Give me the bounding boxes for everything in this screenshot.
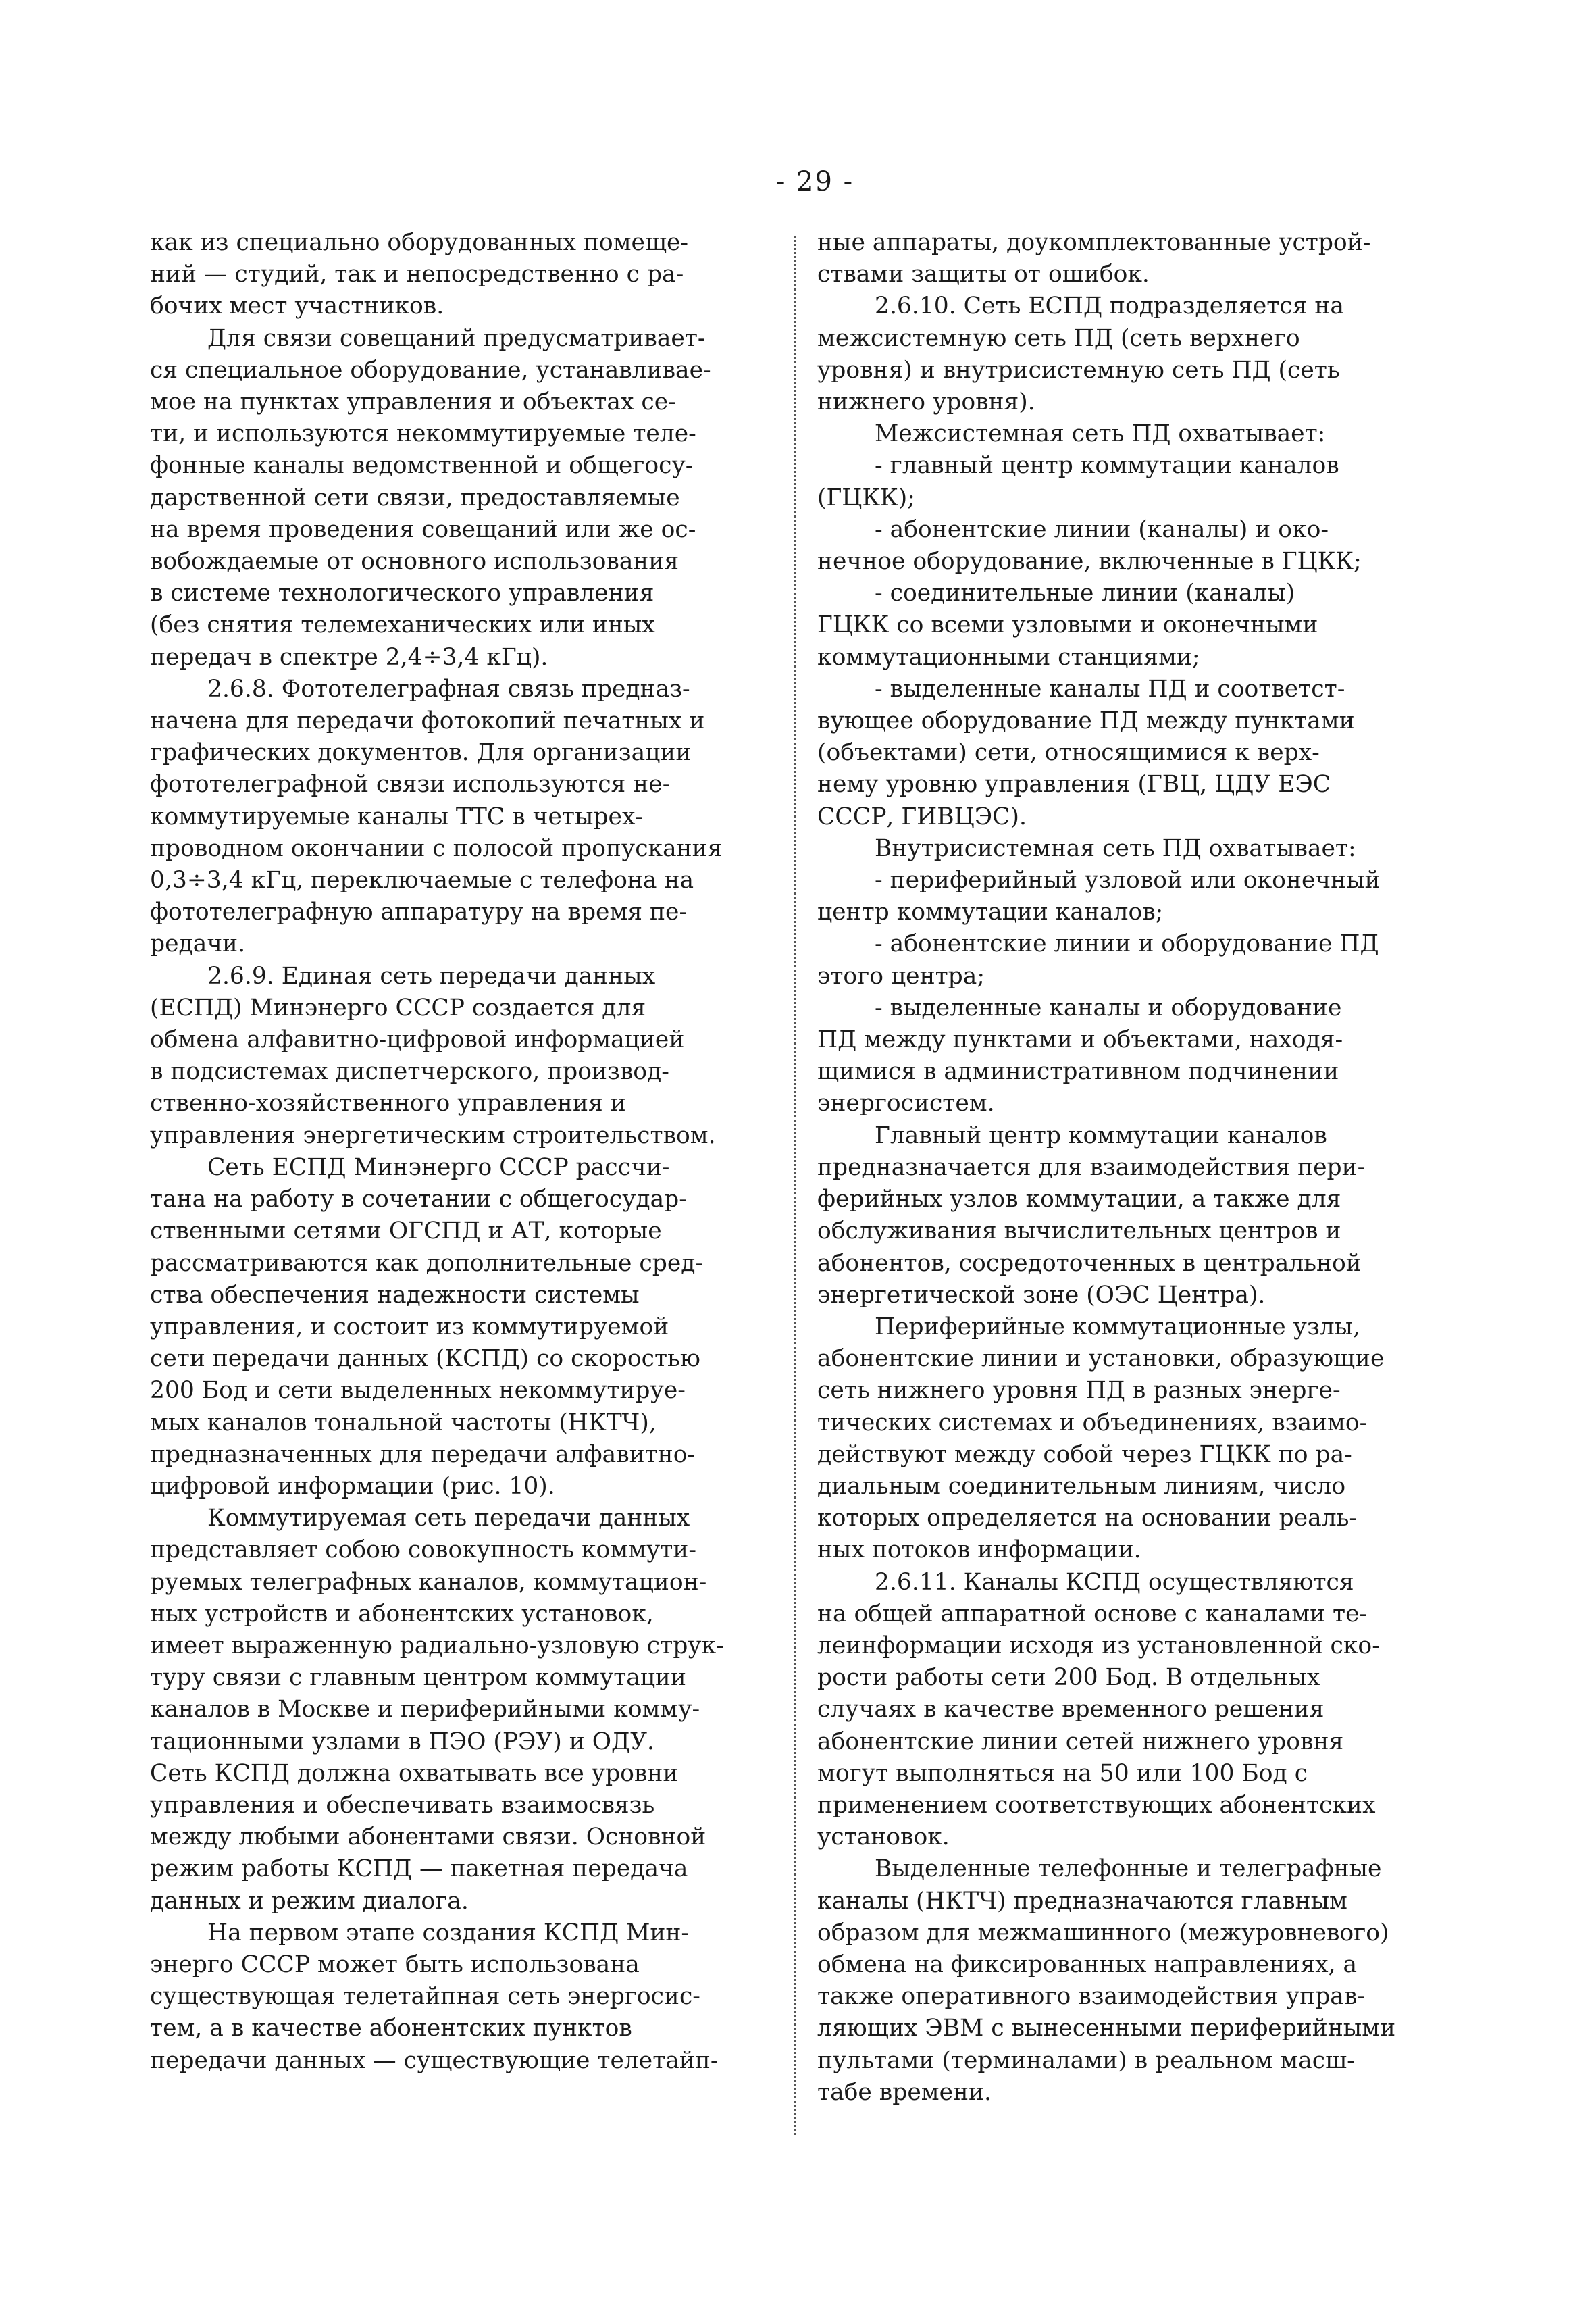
text-line: СССР, ГИВЦЭС). xyxy=(817,803,1027,830)
text-line: Сеть ЕСПД Минэнерго СССР рассчи- xyxy=(207,1153,670,1181)
text-line: графических документов. Для организации xyxy=(150,739,692,767)
text-line: абонентские линии сетей нижнего уровня xyxy=(817,1728,1344,1755)
text-line: На первом этапе создания КСПД Мин- xyxy=(207,1919,690,1946)
text-line: действуют между собой через ГЦКК по ра- xyxy=(817,1440,1352,1468)
text-line: (без снятия телемеханических или иных xyxy=(150,611,655,639)
text-line: на общей аппаратной основе с каналами те- xyxy=(817,1600,1368,1628)
text-line: предназначается для взаимодействия пери- xyxy=(817,1153,1366,1181)
text-line: цифровой информации (рис. 10). xyxy=(150,1472,555,1500)
text-line: управления энергетическим строительством. xyxy=(150,1122,716,1149)
text-line: - главный центр коммутации каналов xyxy=(875,452,1339,480)
text-line: начена для передачи фотокопий печатных и xyxy=(150,707,705,735)
text-line: случаях в качестве временного решения xyxy=(817,1696,1324,1724)
text-line: ти, и используются некоммутируемые теле- xyxy=(150,420,696,448)
text-line: обслуживания вычислительных центров и xyxy=(817,1217,1341,1245)
text-line: нечное оборудование, включенные в ГЦКК; xyxy=(817,548,1362,576)
page-number: - 29 - xyxy=(775,166,854,197)
text-line: руемых телеграфных каналов, коммутацион- xyxy=(150,1568,707,1596)
text-line: вующее оборудование ПД между пунктами xyxy=(817,707,1355,735)
text-line: представляет собою совокупность коммути- xyxy=(150,1536,697,1564)
text-line: рассматриваются как дополнительные сред- xyxy=(150,1249,704,1277)
text-line: каналы (НКТЧ) предназначаются главным xyxy=(817,1887,1347,1915)
text-line: - абонентские линии (каналы) и око- xyxy=(875,515,1329,543)
text-line: диальным соединительным линиям, число xyxy=(817,1472,1346,1500)
text-line: 200 Бод и сети выделенных некоммутируе- xyxy=(150,1377,686,1405)
text-line: ственно-хозяйственного управления и xyxy=(150,1090,626,1117)
text-line: режим работы КСПД — пакетная передача xyxy=(150,1855,688,1883)
text-line: ний — студий, так и непосредственно с ра- xyxy=(150,261,684,288)
text-line: между любыми абонентами связи. Основной xyxy=(150,1823,706,1851)
text-line: ственными сетями ОГСПД и АТ, которые xyxy=(150,1217,662,1245)
text-line: табе времени. xyxy=(817,2078,992,2106)
text-line: уровня) и внутрисистемную сеть ПД (сеть xyxy=(817,356,1340,384)
text-line: мых каналов тональной частоты (НКТЧ), xyxy=(150,1409,657,1436)
text-line: тических системах и объединениях, взаимо- xyxy=(817,1409,1368,1436)
text-line: - периферийный узловой или оконечный xyxy=(875,867,1381,895)
text-line: этого центра; xyxy=(817,962,985,990)
text-line: пультами (терминалами) в реальном масш- xyxy=(817,2046,1355,2074)
text-line: Для связи совещаний предусматривает- xyxy=(207,324,706,352)
text-line: бочих мест участников. xyxy=(150,293,444,320)
text-line: туру связи с главным центром коммутации xyxy=(150,1664,687,1692)
text-line: (ГЦКК); xyxy=(817,484,915,511)
text-line: ных устройств и абонентских установок, xyxy=(150,1600,654,1628)
text-line: существующая телетайпная сеть энергосис- xyxy=(150,1983,700,2011)
text-line: вобождаемые от основного использования xyxy=(150,548,679,576)
text-line: мое на пунктах управления и объектах се- xyxy=(150,388,676,416)
text-line: обмена алфавитно-цифровой информацией xyxy=(150,1026,685,1054)
text-line: Главный центр коммутации каналов xyxy=(875,1122,1327,1149)
text-line: установок. xyxy=(817,1823,950,1851)
text-line: сеть нижнего уровня ПД в разных энерге- xyxy=(817,1377,1341,1405)
text-line: дарственной сети связи, предоставляемые xyxy=(150,484,680,511)
text-line: - абонентские линии и оборудование ПД xyxy=(875,930,1379,958)
text-line: энерго СССР может быть использована xyxy=(150,1951,640,1978)
text-line: как из специально оборудованных помеще- xyxy=(150,229,689,256)
text-line: абонентские линии и установки, образующие xyxy=(817,1345,1385,1373)
text-line: - выделенные каналы ПД и соответст- xyxy=(875,675,1345,703)
text-line: фототелеграфной связи используются не- xyxy=(150,771,671,799)
text-line: - выделенные каналы и оборудование xyxy=(875,994,1342,1022)
text-line: образом для межмашинного (межуровневого) xyxy=(817,1919,1389,1946)
text-line: на время проведения совещаний или же ос- xyxy=(150,515,696,543)
text-line: центр коммутации каналов; xyxy=(817,899,1164,926)
text-line: рости работы сети 200 Бод. В отдельных xyxy=(817,1664,1320,1692)
text-line: фототелеграфную аппаратуру на время пе- xyxy=(150,899,688,926)
text-line: - соединительные линии (каналы) xyxy=(875,580,1295,607)
text-line: ПД между пунктами и объектами, находя- xyxy=(817,1026,1343,1054)
left-text-column xyxy=(150,227,758,2077)
text-line: ляющих ЭВМ с вынесенными периферийными xyxy=(817,2015,1396,2042)
text-line: Межсистемная сеть ПД охватывает: xyxy=(875,420,1326,448)
text-line: передач в спектре 2,4÷3,4 кГц). xyxy=(150,643,548,671)
text-line: проводном окончании с полосой пропускания xyxy=(150,834,723,862)
text-line: 0,3÷3,4 кГц, переключаемые с телефона на xyxy=(150,867,694,895)
text-line: управления и обеспечивать взаимосвязь xyxy=(150,1791,655,1819)
text-line: тана на работу в сочетании с общегосудар- xyxy=(150,1186,687,1213)
text-line: предназначенных для передачи алфавитно- xyxy=(150,1440,696,1468)
text-line: коммутационными станциями; xyxy=(817,643,1200,671)
text-line: в подсистемах диспетчерского, производ- xyxy=(150,1058,669,1086)
text-line: передачи данных — существующие телетайп- xyxy=(150,2046,719,2074)
text-line: управления, и состоит из коммутируемой xyxy=(150,1313,669,1340)
text-line: обмена на фиксированных направлениях, а xyxy=(817,1951,1358,1978)
text-line: межсистемную сеть ПД (сеть верхнего xyxy=(817,324,1300,352)
text-line: ферийных узлов коммутации, а также для xyxy=(817,1186,1341,1213)
text-line: нему уровню управления (ГВЦ, ЦДУ ЕЭС xyxy=(817,771,1331,799)
text-line: Коммутируемая сеть передачи данных xyxy=(207,1505,690,1532)
text-line: (ЕСПД) Минэнерго СССР создается для xyxy=(150,994,646,1022)
text-line: ГЦКК со всеми узловыми и оконечными xyxy=(817,611,1318,639)
text-line: тем, а в качестве абонентских пунктов xyxy=(150,2015,632,2042)
text-line: 2.6.10. Сеть ЕСПД подразделяется на xyxy=(875,293,1344,320)
text-line: Сеть КСПД должна охватывать все уровни xyxy=(150,1759,679,1787)
text-line: редачи. xyxy=(150,930,246,958)
text-line: в системе технологического управления xyxy=(150,580,654,607)
text-line: данных и режим диалога. xyxy=(150,1887,469,1915)
text-line: каналов в Москве и периферийными комму- xyxy=(150,1696,700,1724)
right-text-column xyxy=(817,227,1449,2109)
text-line: имеет выраженную радиально-узловую струк- xyxy=(150,1632,724,1659)
text-line: могут выполняться на 50 или 100 Бод с xyxy=(817,1759,1308,1787)
text-line: энергетической зоне (ОЭС Центра). xyxy=(817,1281,1266,1309)
text-line: тационными узлами в ПЭО (РЭУ) и ОДУ. xyxy=(150,1728,654,1755)
text-line: ствами защиты от ошибок. xyxy=(817,261,1150,288)
text-line: (объектами) сети, относящимися к верх- xyxy=(817,739,1320,767)
text-line: Выделенные телефонные и телеграфные xyxy=(875,1855,1382,1883)
text-line: ся специальное оборудование, устанавливае- xyxy=(150,356,711,384)
text-line: 2.6.9. Единая сеть передачи данных xyxy=(207,962,656,990)
text-line: нижнего уровня). xyxy=(817,388,1035,416)
text-line: Внутрисистемная сеть ПД охватывает: xyxy=(875,834,1356,862)
text-line: сети передачи данных (КСПД) со скоростью xyxy=(150,1345,700,1373)
text-line: абонентов, сосредоточенных в центральной xyxy=(817,1249,1362,1277)
text-line: применением соответствующих абонентских xyxy=(817,1791,1376,1819)
text-line: ства обеспечения надежности системы xyxy=(150,1281,640,1309)
column-divider xyxy=(794,236,796,2135)
text-line: 2.6.11. Каналы КСПД осуществляются xyxy=(875,1568,1354,1596)
text-line: энергосистем. xyxy=(817,1090,995,1117)
text-line: Периферийные коммутационные узлы, xyxy=(875,1313,1361,1340)
text-line: 2.6.8. Фототелеграфная связь предназ- xyxy=(207,675,690,703)
text-line: ные аппараты, доукомплектованные устрой- xyxy=(817,229,1371,256)
text-line: которых определяется на основании реаль- xyxy=(817,1505,1358,1532)
text-line: фонные каналы ведомственной и общегосу- xyxy=(150,452,694,480)
text-line: леинформации исходя из установленной ско- xyxy=(817,1632,1380,1659)
text-line: ных потоков информации. xyxy=(817,1536,1141,1564)
text-line: коммутируемые каналы ТТС в четырех- xyxy=(150,803,644,830)
text-line: щимися в административном подчинении xyxy=(817,1058,1339,1086)
text-line: также оперативного взаимодействия управ- xyxy=(817,1983,1365,2011)
